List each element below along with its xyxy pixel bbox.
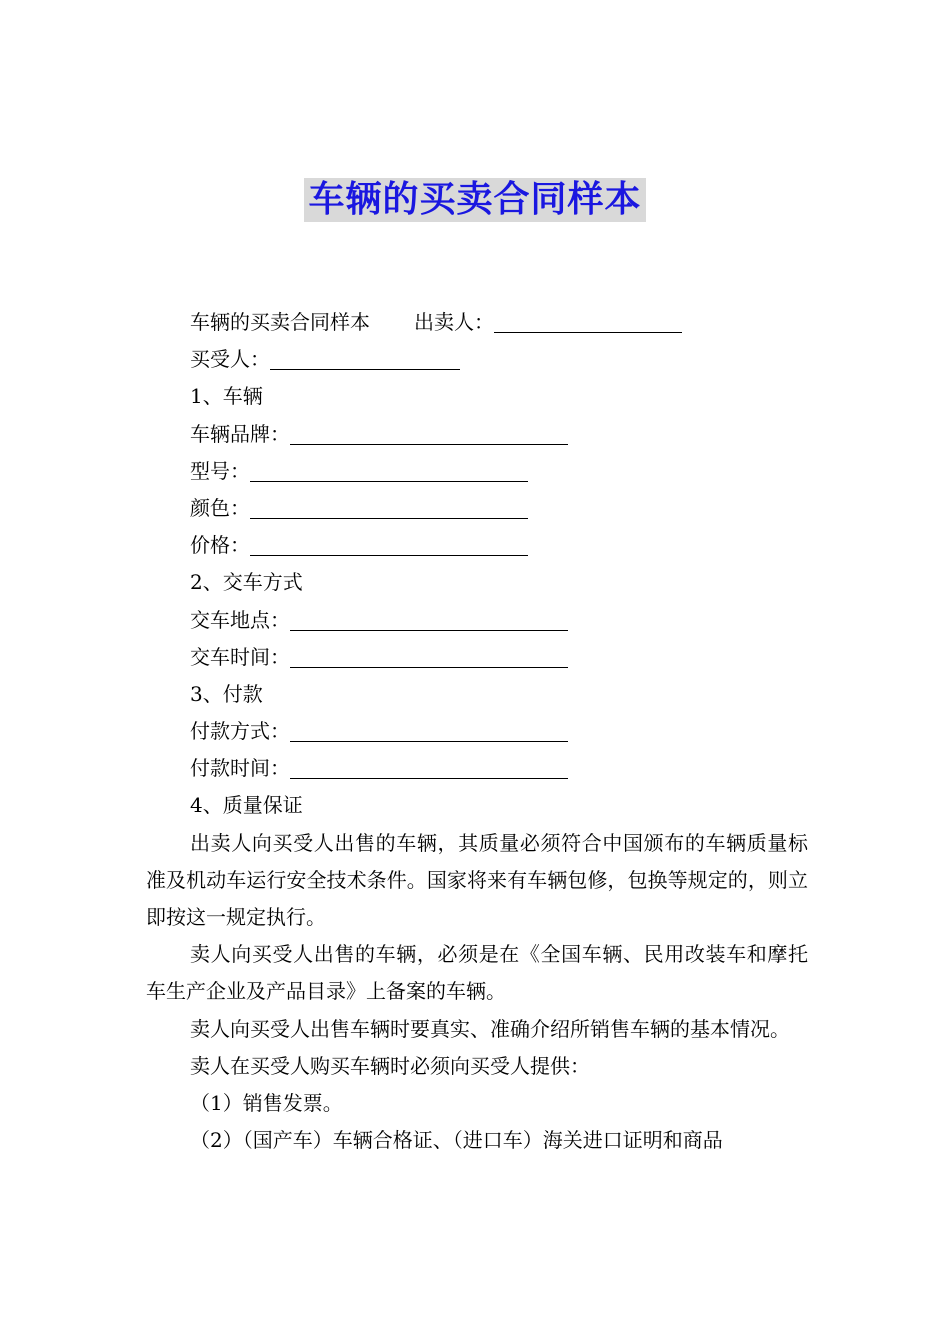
paragraph-1: 出卖人向买受人出售的车辆，其质量必须符合中国颁布的车辆质量标准及机动车运行安全技术条件。国家将来有车辆包修，包换等规定的，则立即按这一规定执行。 xyxy=(146,830,808,930)
payment-method-blank[interactable] xyxy=(290,717,568,742)
color-label: 颜色： xyxy=(190,495,250,520)
delivery-place-line xyxy=(146,602,808,639)
model-line xyxy=(146,453,808,490)
doc-name-text: 车辆的买卖合同样本 xyxy=(190,310,370,334)
title-container xyxy=(0,178,950,222)
section2-heading: 2、交车方式 xyxy=(190,570,303,595)
buyer-label: 买受人： xyxy=(190,347,270,372)
payment-time-label: 付款时间： xyxy=(190,756,290,781)
price-label: 价格： xyxy=(190,533,250,558)
delivery-time-label: 交车时间： xyxy=(190,644,290,669)
payment-method-line xyxy=(146,713,808,750)
brand-blank[interactable] xyxy=(290,420,568,445)
seller-blank[interactable] xyxy=(494,308,682,333)
paragraph-3: 卖人向买受人出售车辆时要真实、准确介绍所销售车辆的基本情况。 xyxy=(190,1016,790,1041)
section1-heading: 1、车辆 xyxy=(190,384,263,409)
delivery-place-label: 交车地点： xyxy=(190,607,290,632)
delivery-place-blank[interactable] xyxy=(290,606,568,631)
document-body xyxy=(146,304,808,1159)
paragraph-2: 卖人向买受人出售的车辆，必须是在《全国车辆、民用改装车和摩托车生产企业及产品目录》上备案的车辆。 xyxy=(146,942,808,1004)
paragraph-4: 卖人在买受人购买车辆时必须向买受人提供： xyxy=(190,1053,590,1078)
seller-label: 出卖人： xyxy=(414,310,494,334)
price-line xyxy=(146,527,808,564)
list-item-1: （1）销售发票。 xyxy=(190,1091,343,1116)
brand-line xyxy=(146,416,808,453)
payment-method-label: 付款方式： xyxy=(190,719,290,744)
delivery-time-blank[interactable] xyxy=(290,643,568,668)
header-line xyxy=(146,304,808,341)
color-line xyxy=(146,490,808,527)
payment-time-blank[interactable] xyxy=(290,754,568,779)
section4-heading: 4、质量保证 xyxy=(190,793,303,818)
model-label: 型号： xyxy=(190,458,250,483)
buyer-blank[interactable] xyxy=(270,345,460,370)
list-item-2: （2）（国产车）车辆合格证、（进口车）海关进口证明和商品 xyxy=(190,1128,723,1153)
price-blank[interactable] xyxy=(250,531,528,556)
document-title: 车辆的买卖合同样本 xyxy=(304,178,645,222)
buyer-line xyxy=(146,341,808,378)
delivery-time-line xyxy=(146,639,808,676)
payment-time-line xyxy=(146,750,808,787)
section3-heading: 3、付款 xyxy=(190,681,263,706)
color-blank[interactable] xyxy=(250,494,528,519)
model-blank[interactable] xyxy=(250,457,528,482)
brand-label: 车辆品牌： xyxy=(190,421,290,446)
